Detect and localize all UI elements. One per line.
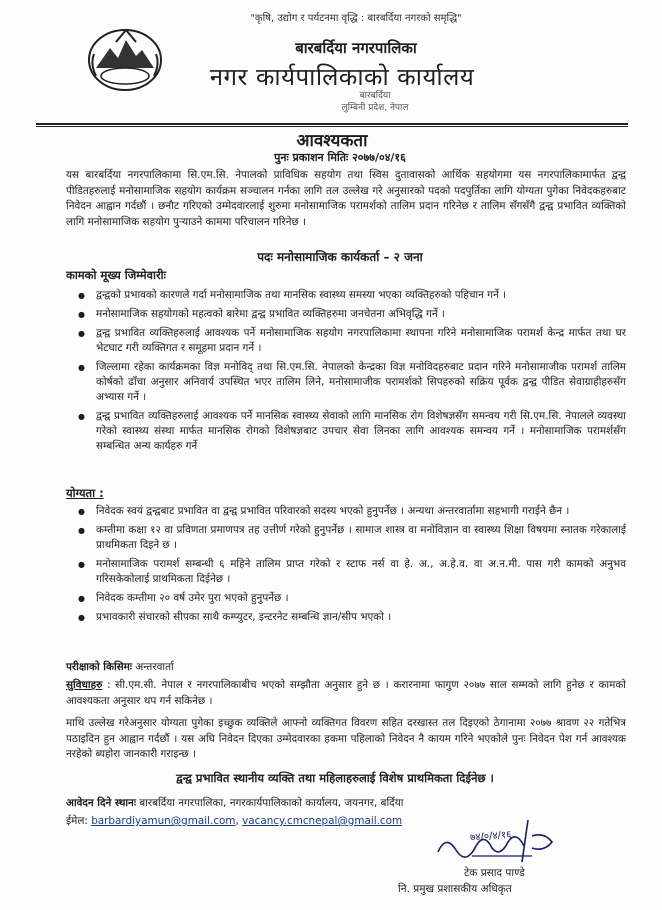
nepal-emblem-logo <box>86 24 164 94</box>
header-divider <box>36 123 628 125</box>
submission-label: आवेदन दिने स्थानः <box>66 797 136 809</box>
post-title: पदः मनोसामाजिक कार्यकर्ता – २ जना <box>257 250 423 264</box>
email-link-municipality[interactable]: barbardiyamun@gmail.com <box>91 815 236 827</box>
email-label: ईमेल: <box>66 815 88 827</box>
list-item: ● द्वन्द्वको प्रभावको कारणले गर्दा मनोसामाजिक तथा मानसिक स्वास्थ्य समस्या भएका व्यक्तिहरुको पहिचान गर्ने । <box>78 288 626 303</box>
exam-type <box>66 660 174 674</box>
qualifications-list <box>78 504 626 629</box>
intro-paragraph: यस बारबर्दिया नगरपालिकामा सि.एम.सि. नेपालको प्राविधिक सहयोग तथा स्विस दुतावासको आर्थिक सहयोगमा यस नगरपालिकामार्फत द्वन्द्व पीडितहरुलाई मनोसामाजिक सहयोग कार्यक्रम सञ्चालन गर्नका लागि तल उल्लेख गरे अनुसारको पदको पदपुर्तिका लागि योग्यता पुगेका निवेदकहरुबाट निवेदन आह्वान गर्दछौं । छनौट गरिएको उम्मेदवारलाई शुरुमा मनोसामाजिक परामर्शको तालिम प्रदान गरिनेछ र तालिम सँगसँगै द्वन्द्व प्रभावित व्यक्तिको लागि मनोसामाजिक सहयोग पुऱ्याउने काममा परिचालन गरिनेछ । <box>66 169 626 228</box>
handwritten-signature <box>432 812 562 872</box>
responsibilities-heading: कामको मूख्य जिम्मेवारीः <box>66 268 166 282</box>
facilities-label: सुविधाहरु <box>66 679 103 691</box>
list-item: ● जिल्लामा रहेका कार्यक्रमका विज्ञ मनोविद् तथा सि.एम.सि. नेपालको केन्द्रका विज्ञ मनोविदहरुबाट प्रदान गरिने मनोसामाजीक परामर्श तालिम कोर्षको ढाँचा अनुसार अनिवार्य उपस्थित भएर तालिम लिने, मनोसामाजीक परामर्शको सिपहरुको सक्रिय पूर्वक द्वन्द्व पीडित सेवाग्राहीहरुसँग अभ्यास गर्ने । <box>78 360 626 405</box>
qualifications-heading: योग्यता : <box>66 486 104 500</box>
signature-date: ७४/०/४/१६ <box>469 829 512 844</box>
list-item: ● मनोसामाजिक सहयोगको महत्वको बारेमा द्वन्द्व प्रभावित व्यक्तिहरुमा जनचेतना अभिवृद्धि गर्ने । <box>78 307 626 322</box>
responsibilities-list <box>78 288 626 458</box>
signer-title: नि. प्रमुख प्रशासकीय अधिकृत <box>398 883 512 895</box>
exam-value: अन्तरवार्ता <box>135 661 174 673</box>
email-separator: , <box>235 815 243 827</box>
application-paragraph: माथि उल्लेख गरेअनुसार योग्यता पुगेका इच्छुक व्यक्तिले आफ्नो व्यक्तिगत विवरण सहित दरखास्त तल दिइएको ठेगानामा २०७७ श्रावण २२ गतेभित्र पठाइदिन हुन आह्वान गर्दछौं । यस अघि निवेदन दिएका उम्मेदवारका हकमा पहिलाको निवेदन नै कायम गरिने भएकोले पुनः निवेदन पेश गर्न आवश्यक नरहेको ब्यहोरा जानकारी गराइन्छ । <box>66 717 626 760</box>
office-name: नगर कार्यपालिकाको कार्यालय <box>209 63 475 91</box>
list-item: ● कम्तीमा कक्षा १२ वा प्रविणता प्रमाणपत्र तह उत्तीर्ण गरेको हुनुपर्नेछ । सामाज शास्त्र वा मनोविज्ञान वा स्वास्थ्य शिक्षा विषयमा स्नातक गरेकालाई प्राथमिकता दिइने छ । <box>78 523 626 553</box>
facilities-text: : सी.एम.सी. नेपाल र नगरपालिकाबीच भएको सम्झौता अनुसार हुने छ । करारनामा फागुण २०७७ साल सम्मको लागि हुनेछ र कामको आवश्यकता अनुसार थप गर्न सकिनेछ । <box>66 679 626 707</box>
priority-note: द्वन्द्व प्रभावित स्थानीय व्यक्ति तथा महिलाहरुलाई विशेष प्राथमिकता दिईनेछ । <box>176 771 494 785</box>
header-divider-thin <box>36 126 628 127</box>
stamp-line-2: लुम्बिनी प्रदेश, नेपाल <box>341 103 409 113</box>
notice-title: आवश्यकता <box>296 131 368 151</box>
list-item: ● मनोसामाजिक परामर्श सम्बन्धी ६ महिने तालिम प्राप्त गरेको र स्टाफ नर्स वा हे. अ., अ.हे.व. वा अ.न.मी. पास गरी कामको अनुभव गरिसकेकोलाई प्राथमिकता दिईनेछ । <box>78 557 626 587</box>
list-item: ● द्वन्द्व प्रभावित व्यक्तिहरुलाई आवश्यक पर्ने मनोसामाजिक सहयोग नगरपालिकामा स्थापना गरिने मनोसामाजिक परामर्श केन्द्र मार्फत तथा घर भेटघाट गरी व्यक्तिगत र समूहमा प्रदान गर्ने । <box>78 326 626 356</box>
list-item: ● प्रभावकारी संचारको सीपका साथै कम्प्युटर, इन्टरनेट सम्बन्धि ज्ञान/सीप भएको । <box>78 610 626 625</box>
submission-address: बारबर्दिया नगरपालिका, नगरकार्यपालिकाको कार्यालय, जयनगर, बर्दिया <box>139 797 404 809</box>
office-stamp <box>320 90 430 122</box>
municipality-name: बारबर्दिया नगरपालिका <box>295 39 417 57</box>
stamp-line-1: बारबर्दिया <box>359 91 391 101</box>
submission-place <box>66 796 403 810</box>
email-link-cmc[interactable]: vacancy.cmcnepal@gmail.com <box>242 815 403 827</box>
email-line <box>66 814 402 828</box>
list-item: ● निवेदक स्वयं द्वन्द्वबाट प्रभावित वा द्वन्द्व प्रभावित परिवारको सदस्य भएको हुनुपर्नेछ । अन्यथा अन्तरवार्तामा सहभागी गराईने छैन । <box>78 504 626 519</box>
municipality-motto: "कृषि, उद्योग र पर्यटनमा वृद्धि : बारबर्दिया नगरको समृद्धि" <box>250 13 462 24</box>
signer-name: टेक प्रसाद पाण्डे <box>464 867 525 879</box>
list-item: ● निवेदक कम्तीमा २० वर्ष उमेर पुरा भएको हुनुपर्नेछ । <box>78 591 626 606</box>
exam-label: परीक्षाको किसिमः <box>66 661 132 673</box>
list-item: ● द्वन्द्व प्रभावित व्यक्तिहरुलाई आवश्यक पर्ने मानसिक स्वास्थ्य सेवाको लागि मानसिक रोग विशेषज्ञसँग समन्वय गरी सि.एम.सि. नेपालले व्यवस्था गरेको स्वास्थ्य संस्था मार्फत मानसिक रोगको विशेषज्ञबाट उपचार सेवा लिनका लागि आवश्यक समन्वय गर्ने । मनोसामाजिक परामर्शसँग सम्बन्धित अन्य कार्यहरु गर्ने <box>78 409 626 454</box>
facilities-paragraph <box>66 678 626 709</box>
republish-date: पुनः प्रकाशन मितिः २०७७/०४/१६ <box>274 151 406 164</box>
